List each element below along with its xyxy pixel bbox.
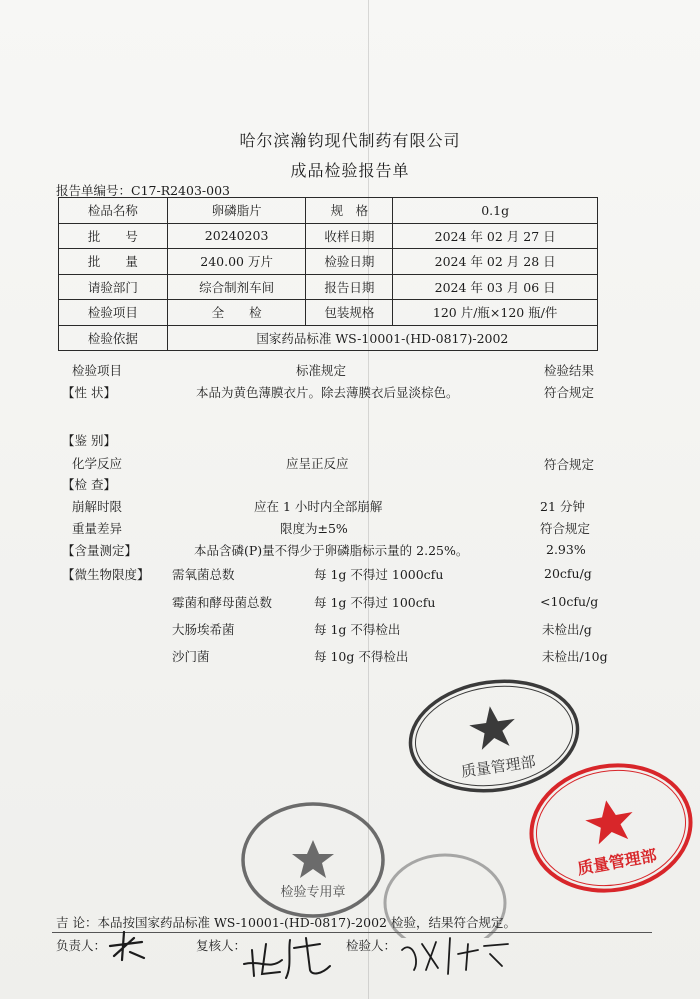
receive-date-label: 收样日期 xyxy=(306,223,393,249)
micro-row-2-name: 霉菌和酵母菌总数 xyxy=(172,595,273,610)
micro-row-4-standard: 每 10g 不得检出 xyxy=(314,649,409,664)
column-header-item: 检验项目 xyxy=(72,363,123,378)
assay-result: 2.93% xyxy=(546,542,586,557)
responsible-signature xyxy=(104,928,150,964)
receive-date-value: 2024 年 02 月 27 日 xyxy=(393,223,598,249)
appearance-result: 符合规定 xyxy=(544,385,595,400)
inspection-stamp-dept: 检验专用章 xyxy=(280,885,346,900)
batch-label: 批 号 xyxy=(59,223,168,249)
identification-title: 【鉴 别】 xyxy=(62,433,116,448)
department-label: 请验部门 xyxy=(59,274,168,300)
inspector-label: 检验人： xyxy=(346,938,397,953)
report-title: 成品检验报告单 xyxy=(290,161,410,180)
quantity-label: 批 量 xyxy=(59,249,168,275)
micro-row-4-result: 未检出/10g xyxy=(542,649,608,664)
package-value: 120 片/瓶×120 瓶/件 xyxy=(393,300,598,326)
report-date-value: 2024 年 03 月 06 日 xyxy=(393,274,598,300)
weight-result: 符合规定 xyxy=(540,521,591,536)
product-label: 检品名称 xyxy=(59,198,168,224)
reviewer-signature xyxy=(240,930,336,986)
column-header-result: 检验结果 xyxy=(544,363,595,378)
basis-value: 国家药品标准 WS-10001-(HD-0817)-2002 xyxy=(167,325,597,351)
micro-row-1-standard: 每 1g 不得过 1000cfu xyxy=(314,567,444,582)
qa-stamp-black-dept: 质量管理部 xyxy=(459,752,537,781)
identification-standard: 应呈正反应 xyxy=(286,456,349,471)
test-date-value: 2024 年 02 月 28 日 xyxy=(393,249,598,275)
micro-row-4-name: 沙门菌 xyxy=(172,649,210,664)
report-date-label: 报告日期 xyxy=(306,274,393,300)
info-table xyxy=(58,197,598,351)
micro-row-1-name: 需氧菌总数 xyxy=(172,567,235,582)
micro-row-1-result: 20cfu/g xyxy=(544,566,592,581)
batch-value: 20240203 xyxy=(167,223,306,249)
company-name: 哈尔滨瀚钧现代制药有限公司 xyxy=(239,131,461,150)
test-item-value: 全 检 xyxy=(167,300,306,326)
identification-result: 符合规定 xyxy=(544,457,595,472)
micro-row-3-standard: 每 1g 不得检出 xyxy=(314,622,401,637)
appearance-title: 【性 状】 xyxy=(62,385,116,400)
micro-row-2-result: <10cfu/g xyxy=(540,594,599,609)
inspection-title: 【检 查】 xyxy=(62,477,116,492)
disintegration-standard: 应在 1 小时内全部崩解 xyxy=(254,499,383,514)
report-number: 报告单编号：C17-R2403-003 xyxy=(56,183,230,198)
inspector-signature xyxy=(398,930,518,980)
micro-title: 【微生物限度】 xyxy=(62,567,150,582)
assay-title: 【含量测定】 xyxy=(62,543,138,558)
package-label: 包装规格 xyxy=(306,300,393,326)
quantity-value: 240.00 万片 xyxy=(167,249,306,275)
column-header-standard: 标准规定 xyxy=(296,363,347,378)
micro-row-2-standard: 每 1g 不得过 100cfu xyxy=(314,595,436,610)
micro-row-3-result: 未检出/g xyxy=(542,622,592,637)
micro-row-3-name: 大肠埃希菌 xyxy=(172,622,235,637)
basis-label: 检验依据 xyxy=(59,325,168,351)
product-value: 卵磷脂片 xyxy=(167,198,306,224)
conclusion-text: 吉 论：本品按国家药品标准 WS-10001-(HD-0817)-2002 检验，结果符合规定。 xyxy=(56,915,516,930)
test-item-label: 检验项目 xyxy=(59,300,168,326)
spec-value: 0.1g xyxy=(393,198,598,224)
reviewer-label: 复核人： xyxy=(196,938,247,953)
weight-standard: 限度为±5% xyxy=(280,521,348,536)
responsible-label: 负责人： xyxy=(56,938,107,953)
assay-standard: 本品含磷(P)量不得少于卵磷脂标示量的 2.25%。 xyxy=(194,543,469,558)
disintegration-result: 21 分钟 xyxy=(540,499,585,514)
spec-label: 规 格 xyxy=(306,198,393,224)
test-date-label: 检验日期 xyxy=(306,249,393,275)
department-value: 综合制剂车间 xyxy=(167,274,306,300)
qa-stamp-red-dept: 质量管理部 xyxy=(575,845,659,879)
disintegration-name: 崩解时限 xyxy=(72,499,123,514)
identification-sub: 化学反应 xyxy=(72,456,123,471)
weight-name: 重量差异 xyxy=(72,521,123,536)
inspection-stamp xyxy=(238,800,388,920)
appearance-standard: 本品为黄色薄膜衣片。除去薄膜衣后显淡棕色。 xyxy=(196,385,459,400)
qa-stamp-red xyxy=(526,758,696,898)
